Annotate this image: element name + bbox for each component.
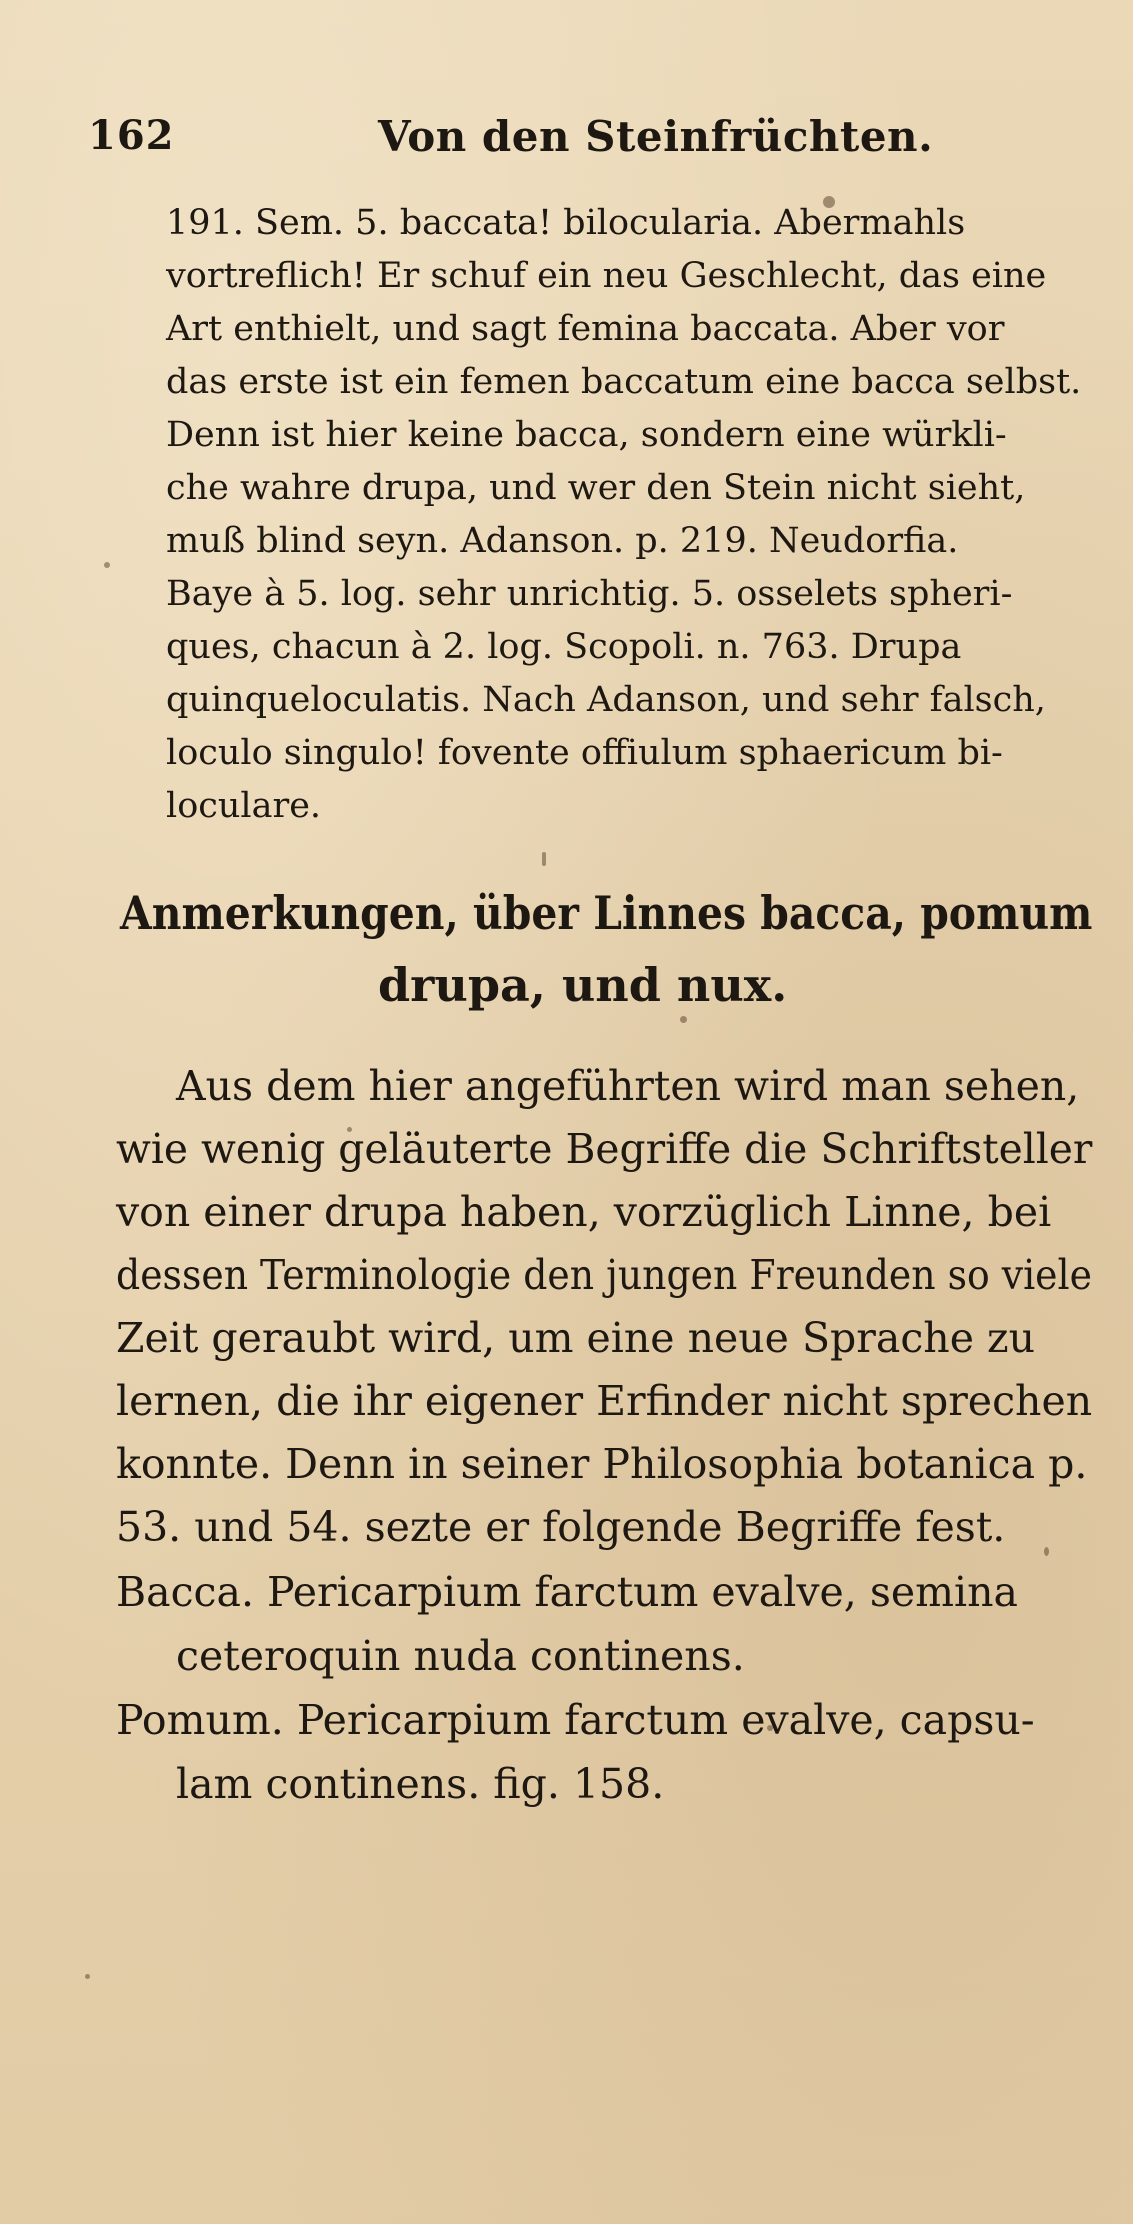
text-line: 191. Sem. 5. baccata! bilocularia. Abermahls	[166, 203, 966, 243]
definition-bacca-cont: ceteroquin nuda continens.	[176, 1632, 745, 1680]
text-line: Baye à 5. log. sehr unrichtig. 5. osselets spheri-	[166, 574, 1013, 614]
paper-speck	[104, 562, 110, 568]
text-line: quinqueloculatis. Nach Adanson, und sehr falsch,	[166, 680, 1046, 720]
text-line: che wahre drupa, und wer den Stein nicht sieht,	[166, 468, 1026, 508]
text-line: 53. und 54. sezte er folgende Begriffe fest.	[116, 1503, 1006, 1551]
section-heading: Anmerkungen, über Linnes bacca, pomum	[120, 886, 1093, 940]
paper-speck	[823, 196, 835, 208]
text-line: vortreflich! Er schuf ein neu Geschlecht, das eine	[166, 256, 1047, 296]
paper-speck	[1044, 1547, 1049, 1556]
page-number: 162	[88, 112, 175, 159]
text-line: muß blind seyn. Adanson. p. 219. Neudorfia.	[166, 521, 959, 561]
text-line: ques, chacun à 2. log. Scopoli. n. 763. Drupa	[166, 627, 962, 667]
definition-pomum-cont: lam continens. fig. 158.	[176, 1760, 665, 1808]
text-line: lernen, die ihr eigener Erfinder nicht sprechen	[116, 1377, 1093, 1425]
section-heading-cont: drupa, und nux.	[378, 958, 788, 1012]
text-line: wie wenig geläuterte Begriffe die Schriftsteller	[116, 1125, 1093, 1173]
paper-speck	[767, 1725, 773, 1731]
text-line: dessen Terminologie den jungen Freunden so viele	[116, 1251, 1092, 1299]
paper-speck	[680, 1016, 687, 1023]
paper-speck	[542, 852, 546, 866]
text-line: Art enthielt, und sagt femina baccata. Aber vor	[166, 309, 1005, 349]
text-line: Zeit geraubt wird, um eine neue Sprache zu	[116, 1314, 1036, 1362]
definition-bacca: Bacca. Pericarpium farctum evalve, semina	[116, 1568, 1018, 1616]
text-line: Aus dem hier angeführten wird man sehen,	[176, 1062, 1080, 1110]
text-line: Denn ist hier keine bacca, sondern eine würkli-	[166, 415, 1007, 455]
definition-pomum: Pomum. Pericarpium farctum evalve, capsu-	[116, 1696, 1035, 1744]
paper-speck	[347, 1127, 352, 1132]
text-line: konnte. Denn in seiner Philosophia botanica p.	[116, 1440, 1088, 1488]
text-line: das erste ist ein femen baccatum eine bacca selbst.	[166, 362, 1082, 402]
running-title: Von den Steinfrüchten.	[378, 112, 934, 161]
text-line: von einer drupa haben, vorzüglich Linne, bei	[116, 1188, 1052, 1236]
text-line: loculo singulo! fovente offiulum sphaericum bi-	[166, 733, 1003, 773]
text-line: loculare.	[166, 786, 322, 826]
page-header	[88, 112, 1088, 172]
paper-speck	[85, 1974, 90, 1979]
